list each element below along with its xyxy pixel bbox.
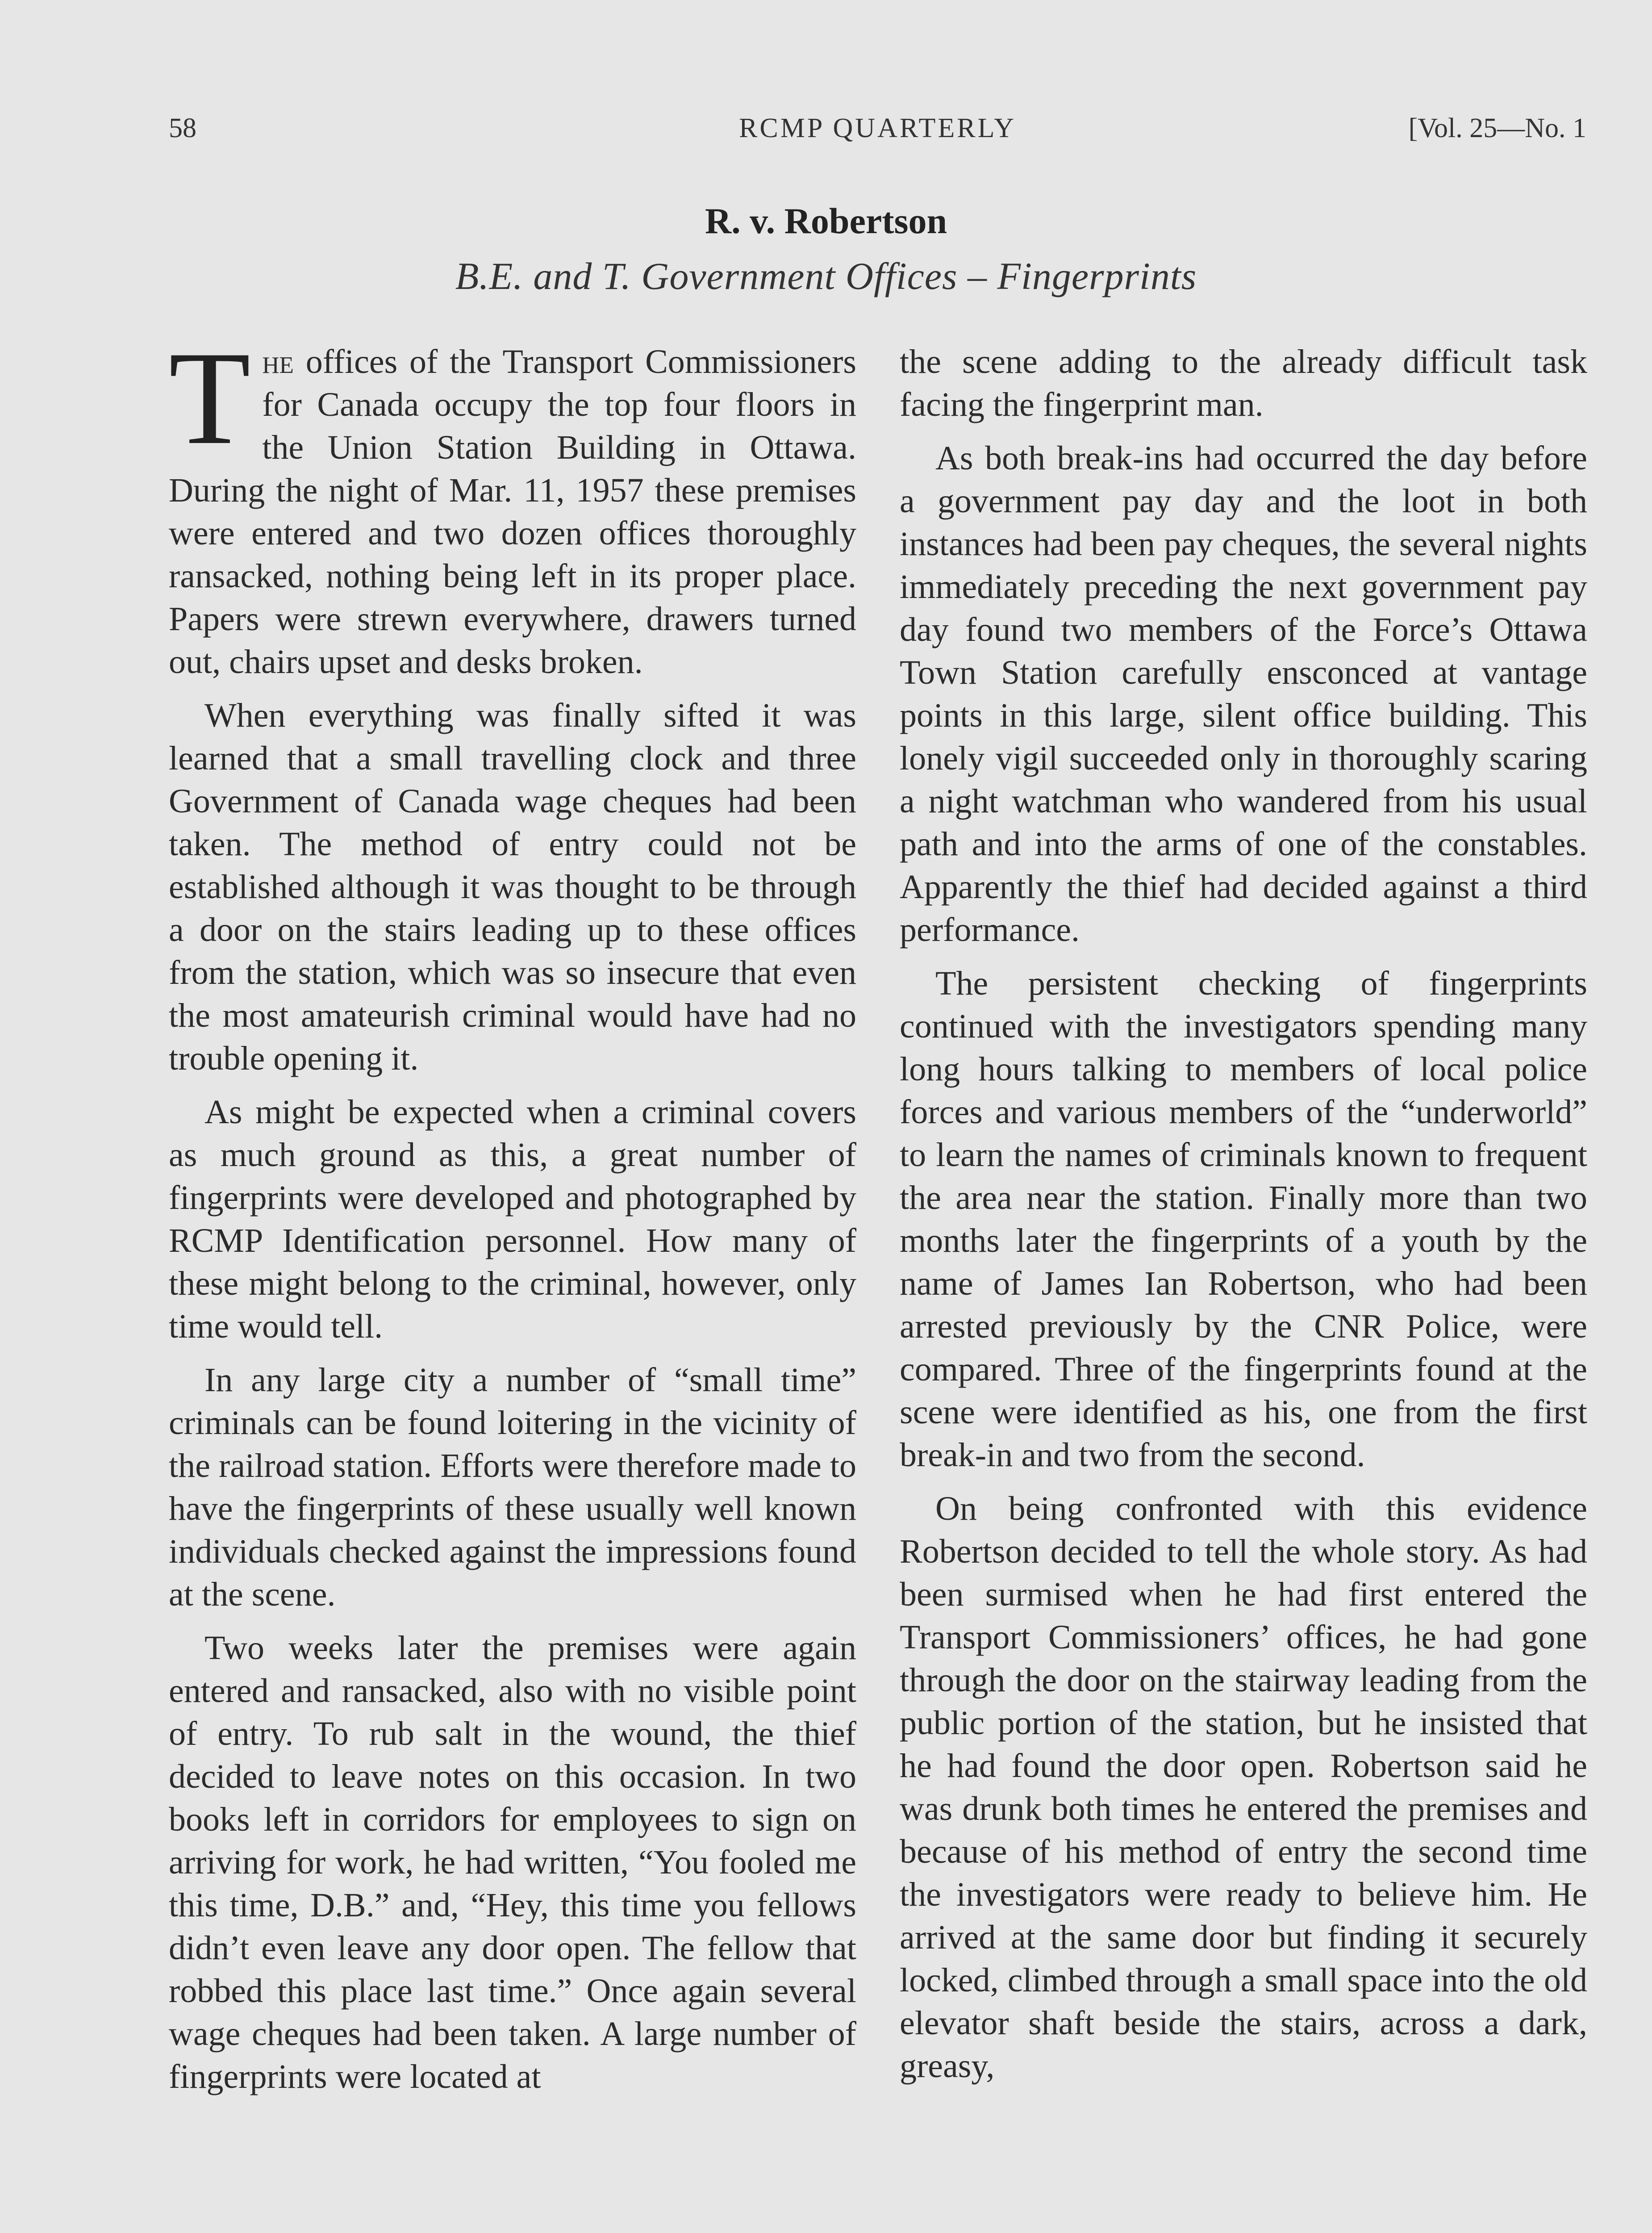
drop-cap: T (169, 324, 251, 472)
article-title: R. v. Robertson (705, 201, 947, 241)
paragraph-9: On being confronted with this evidence Robertson decided to tell the whole story. As had been surmised when he had first entered the Transport Commissioners’ offices, he had gone through the door on the stairway leading from the public portion of the station, but he insisted that he had found the door open. Robertson said he was drunk both times he entered the premises and because of his method of entry the second time the investigators were ready to believe him. He arrived at the same door but finding it securely locked, climbed through a small space into the old elevator shaft beside the stairs, across a dark, greasy, (900, 1490, 1587, 2085)
right-column (900, 340, 1587, 2098)
first-word-rest: he (262, 343, 294, 381)
running-head (169, 113, 1586, 153)
paragraph-5: Two weeks later the premises were again entered and ransacked, also with no visible point of entry. To rub salt in the wound, the thief decided to leave notes on this occasion. In two books left in corridors for employees to sign on arriving for work, he had written, “You fooled me this time, D.B.” and, “Hey, this time you fellows didn’t even leave any door open. The fellow that robbed this place last time.” Once again several wage cheques had been taken. A large number of fingerprints were located at (169, 1629, 856, 2095)
paragraph-6: the scene adding to the already difficult task facing the fingerprint man. (900, 343, 1587, 423)
page-number: 58 (169, 113, 196, 143)
article-subtitle: B.E. and T. Government Offices – Fingerprints (455, 255, 1197, 297)
paragraph-4: In any large city a number of “small time” criminals can be found loitering in the vicinity of the railroad station. Efforts were therefore made to have the fingerprints of these usually well known individuals checked against the impressions found at the scene. (169, 1361, 856, 1613)
left-column (169, 324, 856, 2109)
paragraph-1 (169, 324, 856, 683)
journal-name: RCMP QUARTERLY (738, 113, 1016, 143)
paragraph-3: As might be expected when a criminal covers as much ground as this, a great number of fingerprints were developed and photographed by RCMP Identification personnel. How many of these might belong to the criminal, however, only time would tell. (169, 1093, 856, 1345)
paragraph-7: As both break-ins had occurred the day before a government pay day and the loot in both instances had been pay cheques, the several nights immediately preceding the next government pay day found two members of the Force’s Ottawa Town Station carefully ensconced at vantage points in this large, silent office building. This lonely vigil succeeded only in thoroughly scaring a night watchman who wandered from his usual path and into the arms of one of the constables. Apparently the thief had decided against a third performance. (900, 439, 1587, 949)
paragraph-2: When everything was finally sifted it was learned that a small travelling clock and three Government of Canada wage cheques had been taken. The method of entry could not be established although it was thought to be through a door on the stairs leading up to these offices from the station, which was so insecure that even the most amateurish criminal would have had no trouble opening it. (169, 697, 856, 1077)
issue-label: [Vol. 25—No. 1 (1408, 113, 1586, 143)
paragraph-1-text: offices of the Transport Commissioners for Canada occupy the top four floors in the Union Station Building in Ottawa. During the night of Mar. 11, 1957 these premises were entered and two dozen offices thoroughly ransacked, nothing being left in its proper place. Papers were strewn everywhere, drawers turned out, chairs upset and desks broken. (169, 343, 856, 681)
paragraph-8: The persistent checking of fingerprints continued with the investigators spending many long hours talking to members of local police forces and various members of the “underworld” to learn the names of criminals known to frequent the area near the station. Finally more than two months later the fingerprints of a youth by the name of James Ian Robertson, who had been arrested previously by the CNR Police, were compared. Three of the fingerprints found at the scene were identified as his, one from the first break-in and two from the second. (900, 965, 1587, 1474)
